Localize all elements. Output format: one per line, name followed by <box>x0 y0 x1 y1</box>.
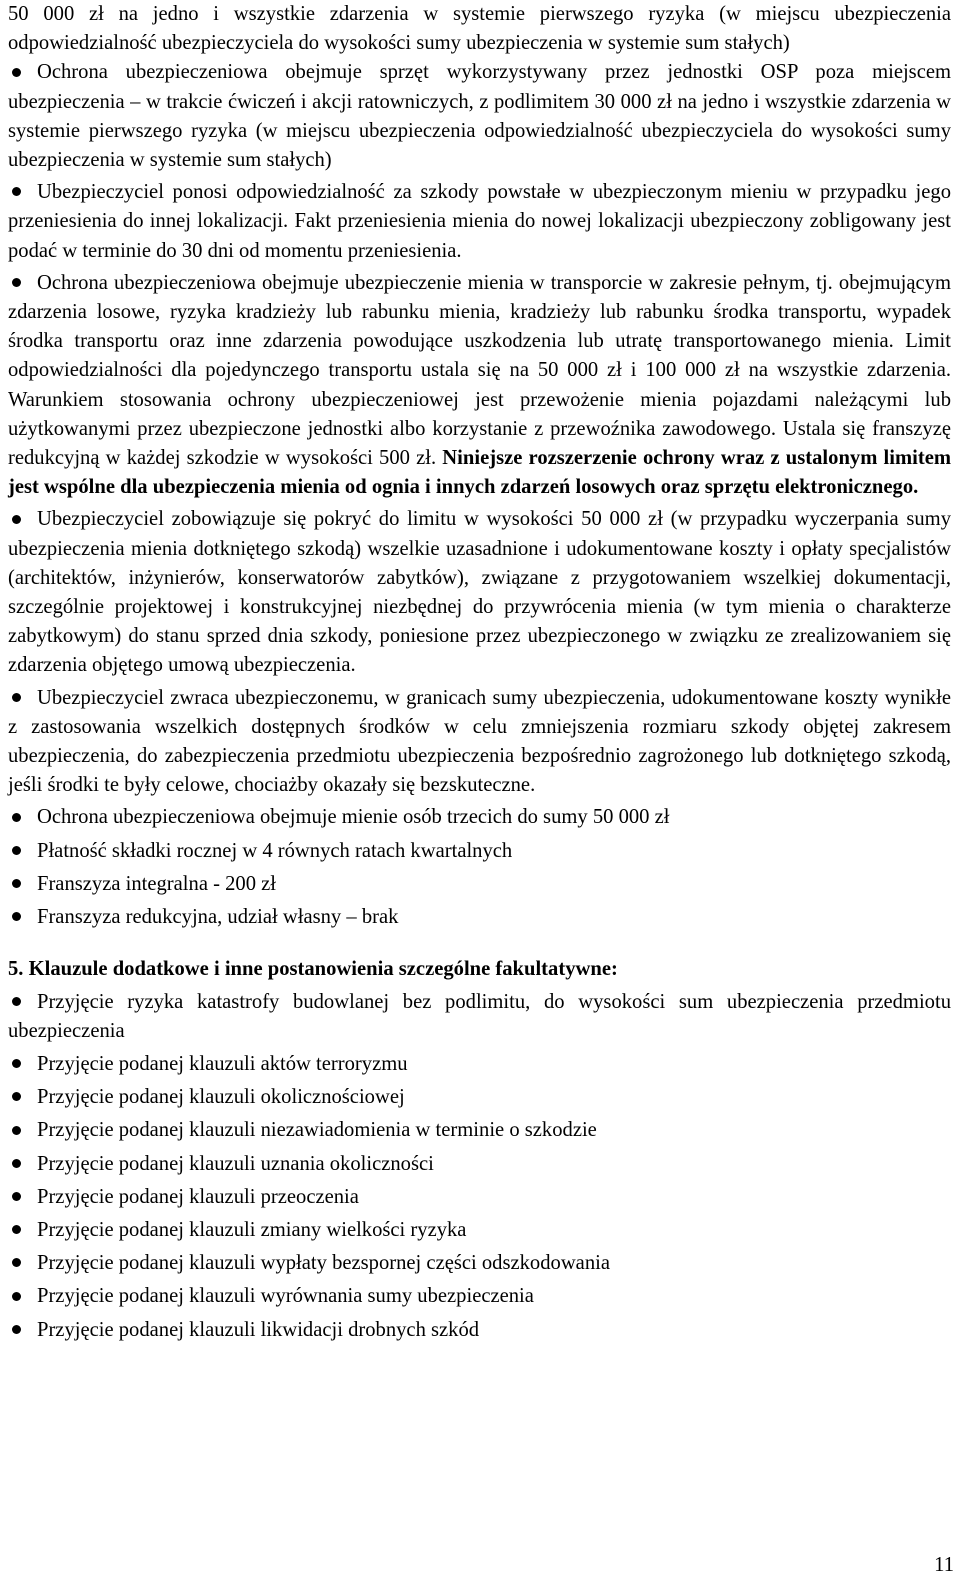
intro-paragraph: 50 000 zł na jedno i wszystkie zdarzenia w systemie pierwszego ryzyka (w miejscu ubezpieczenia odpowiedzialność ubezpieczyciela do wysokości sumy ubezpieczenia w systemie sum stałych) <box>8 3 951 55</box>
list-item <box>8 1050 951 1079</box>
list-item <box>8 903 951 932</box>
list-item-text: Przyjęcie ryzyka katastrofy budowlanej bez podlimitu, do wysokości sum ubezpieczenia przedmiotu ubezpieczenia <box>8 990 951 1042</box>
list-item <box>8 1083 951 1112</box>
main-bullet-list <box>8 58 951 800</box>
list-item <box>8 988 951 1046</box>
list-item-text: Ochrona ubezpieczeniowa obejmuje sprzęt wykorzystywany przez jednostki OSP poza miejscem ubezpieczenia – w trakcie ćwiczeń i akcji ratowniczych, z podlimitem 30 000 zł na jedno i wszystkie zdarzenia w systemie pierwszego ryzyka (w miejscu ubezpieczenia odpowiedzialność ubezpieczyciela do wysokości sumy ubezpieczenia w systemie sum stałych) <box>8 61 951 172</box>
list-item-bold-text: Niniejsze rozszerzenie ochrony wraz z ustalonym limitem jest wspólne dla ubezpieczenia mienia od ognia i innych zdarzeń losowych oraz sprzętu elektronicznego. <box>8 447 951 499</box>
list-item-text: Przyjęcie podanej klauzuli aktów terroryzmu <box>37 1052 408 1075</box>
bullet-icon <box>12 1292 21 1301</box>
bullet-icon <box>12 997 21 1006</box>
list-item <box>8 837 951 866</box>
list-item-text: Przyjęcie podanej klauzuli wyrównania sumy ubezpieczenia <box>37 1285 534 1308</box>
bullet-icon <box>12 1159 21 1168</box>
clause-bullet-list <box>8 988 951 1345</box>
bullet-icon <box>12 1192 21 1201</box>
bullet-icon <box>12 515 21 524</box>
section-heading: 5. Klauzule dodatkowe i inne postanowienia szczególne fakultatywne: <box>8 958 618 981</box>
short-bullet-list <box>8 803 951 932</box>
bullet-icon <box>12 846 21 855</box>
bullet-icon <box>12 1258 21 1267</box>
list-item-text: Przyjęcie podanej klauzuli okolicznościowej <box>37 1086 405 1109</box>
list-item-text: Przyjęcie podanej klauzuli wypłaty bezspornej części odszkodowania <box>37 1252 610 1275</box>
bullet-icon <box>12 879 21 888</box>
bullet-icon <box>12 1126 21 1135</box>
list-item <box>8 1116 951 1145</box>
list-item <box>8 178 951 266</box>
page-number: 11 <box>934 1554 954 1576</box>
bullet-icon <box>12 1059 21 1068</box>
list-item-text: Przyjęcie podanej klauzuli niezawiadomienia w terminie o szkodzie <box>37 1119 597 1142</box>
list-item-text: Ubezpieczyciel zwraca ubezpieczonemu, w granicach sumy ubezpieczenia, udokumentowane koszty wynikłe z zastosowania wszelkich dostępnych środków w celu zmniejszenia rozmiaru szkody objętej zakresem ubezpieczenia, do zabezpieczenia przedmiotu ubezpieczenia bezpośrednio zagrożonego lub dotkniętego szkodą, jeśli środki te były celowe, chociażby okazały się bezskuteczne. <box>8 686 951 797</box>
list-item <box>8 684 951 801</box>
bullet-icon <box>12 278 21 287</box>
list-item-text: Franszyza redukcyjna, udział własny – brak <box>37 906 399 929</box>
list-item-text: Przyjęcie podanej klauzuli likwidacji drobnych szkód <box>37 1318 480 1341</box>
list-item <box>8 1183 951 1212</box>
bullet-icon <box>12 813 21 822</box>
list-item <box>8 1282 951 1311</box>
bullet-icon <box>12 1225 21 1234</box>
bullet-icon <box>12 693 21 702</box>
list-item <box>8 58 951 175</box>
list-item-text: Ochrona ubezpieczeniowa obejmuje ubezpieczenie mienia w transporcie w zakresie pełnym, tj. obejmującym zdarzenia losowe, ryzyka kradzieży lub rabunku mienia, kradzieży lub rabunku środka transportu, wypadek środka transportu oraz inne zdarzenia powodujące uszkodzenia lub utratę transportowanego mienia. Limit odpowiedzialności dla pojedynczego transportu ustala się na 50 000 zł i 100 000 zł na wszystkie zdarzenia. Warunkiem stosowania ochrony ubezpieczeniowej jest przewożenie mienia pojazdami należącymi lub użytkowanymi przez ubezpieczone jednostki albo korzystanie z przewoźnika zawodowego. Ustala się franszyzę redukcyjną w każdej szkodzie w wysokości 500 zł. <box>8 271 951 470</box>
list-item <box>8 1216 951 1245</box>
bullet-icon <box>12 187 21 196</box>
list-item-text: Ochrona ubezpieczeniowa obejmuje mienie osób trzecich do sumy 50 000 zł <box>37 806 670 829</box>
list-item <box>8 1316 951 1345</box>
list-item-text: Franszyza integralna - 200 zł <box>37 872 277 895</box>
list-item <box>8 1150 951 1179</box>
bullet-icon <box>12 1325 21 1334</box>
list-item-text: Płatność składki rocznej w 4 równych ratach kwartalnych <box>37 839 513 862</box>
bullet-icon <box>12 68 21 77</box>
bullet-icon <box>12 912 21 921</box>
list-item <box>8 1249 951 1278</box>
list-item <box>8 505 951 680</box>
list-item-text: Przyjęcie podanej klauzuli zmiany wielkości ryzyka <box>37 1218 467 1241</box>
list-item-text: Ubezpieczyciel ponosi odpowiedzialność za szkody powstałe w ubezpieczonym mieniu w przypadku jego przeniesienia do innej lokalizacji. Fakt przeniesienia mienia do nowej lokalizacji ubezpieczony zobligowany jest podać w terminie do 30 dni od momentu przeniesienia. <box>8 181 951 262</box>
list-item-text: Przyjęcie podanej klauzuli uznania okoliczności <box>37 1152 434 1175</box>
list-item <box>8 870 951 899</box>
list-item-text: Przyjęcie podanej klauzuli przeoczenia <box>37 1185 359 1208</box>
document-page <box>8 0 951 1349</box>
list-item-text: Ubezpieczyciel zobowiązuje się pokryć do limitu w wysokości 50 000 zł (w przypadku wyczerpania sumy ubezpieczenia mienia dotkniętego szkodą) wszelkie uzasadnione i udokumentowane koszty i opłaty specjalistów (architektów, inżynierów, konserwatorów zabytków), związane z przygotowaniem wszelkiej dokumentacji, szczególnie projektowej i konstrukcyjnej niezbędnej do przywrócenia mienia (w tym mienia o charakterze zabytkowym) do stanu sprzed dnia szkody, poniesione przez ubezpieczonego w związku ze zrealizowaniem się zdarzenia objętego umową ubezpieczenia. <box>8 508 951 677</box>
list-item <box>8 269 951 503</box>
list-item <box>8 803 951 832</box>
bullet-icon <box>12 1092 21 1101</box>
